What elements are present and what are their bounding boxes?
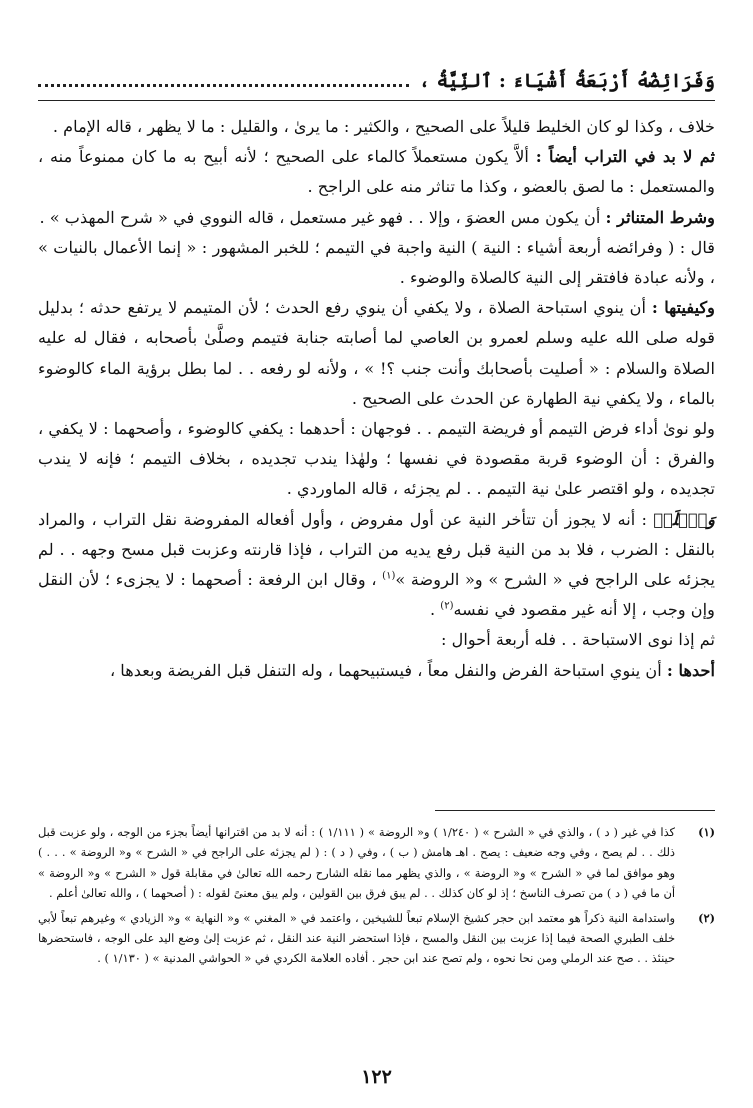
paragraph-5 — [38, 293, 715, 414]
paragraph-3 — [38, 203, 715, 233]
paragraph-2-text: ألاَّ يكون مستعملاً كالماء على الصحيح ؛ لأنه أبيح به ما كان ممنوعاً منه ، والمستعمل : ما لصق بالعضو ، وكذا ما تناثر منه على الراجح . — [38, 147, 715, 197]
paragraph-6 — [38, 414, 715, 505]
footnote-1-number: (١) — [698, 825, 715, 839]
header-title: وَفَرَائِضُهُ أَرْبَعَةُ أَشْيَاءَ : ٱلنِّيَّةُ ، — [418, 70, 715, 92]
paragraph-1 — [38, 112, 715, 142]
paragraph-9-text: أن ينوي استباحة الفرض والنفل معاً ، فيستبيحهما ، وله التنفل قبل الفريضة وبعدها ، — [109, 660, 667, 680]
paragraph-8 — [38, 625, 715, 655]
paragraph-2 — [38, 142, 715, 202]
paragraph-9-heading: أحدها : — [666, 660, 715, 680]
paragraph-6-text: ولو نوىٰ أداء فرض التيمم أو فريضة التيمم . . فوجهان : أحدهما : يكفي كالوضوء ، وأصحهما : لا يكفي ، والفرق : أن الوضوء قربة مقصودة في نفسها ؛ ولهٰذا يندب تجديده ، بخلاف التيمم ؛ فإنه لا يندب تجديده ، ولو اقتصر علىٰ نية التيمم . . لم يجزئه ، قاله الماوردي . — [38, 419, 715, 499]
header-rule — [38, 100, 715, 101]
paragraph-5-text: أن ينوي استباحة الصلاة ، ولا يكفي أن ينوي رفع الحدث ؛ لأن المتيمم لا يرتفع حدثه ؛ بدليل قوله صلى الله عليه وسلم لعمرو بن العاصي لما أصابته جنابة فتيمم وصلَّىٰ بأصحابه ، فقال له عليه الصلاة والسلام : « أصليت بأصحابك وأنت جنب ؟! » ، ولأنه لو رفعه . . لما بطل برؤية الماء كالوضوء بالماء ، ولا يكفي نية الطهارة عن الحدث على الصحيح . — [38, 298, 715, 408]
running-header — [38, 70, 715, 92]
header-dotted-leader — [38, 84, 409, 87]
footnote-2 — [38, 908, 715, 969]
paragraph-3-text: أن يكون مس العضوَ ، وإلا . . فهو غير مستعمل ، قاله النووي في « شرح المهذب » . — [39, 207, 606, 227]
paragraph-7-text-3: . — [430, 600, 441, 620]
footnote-1-text: كذا في غير ( د ) ، والذي في « الشرح » ( ١/٢٤٠ ) و« الروضة » ( ١/١١١ ) : أنه لا بد من اقترانها أيضاً بجزء من الوجه ، ولو عزبت قبل ذلك . . لم يصح ، وفي وجه ضعيف : يصح . اهـ هامش ( ب ) ، وفي ( د ) : ( لم يجزئه على الراجح في « الشرح » و« الروضة » . . . ) وهو موافق لما في « الشرح » و« الروضة » ، والذي يظهر مما نقله الشارح رحمه الله تعالىٰ في مقابلة قول « الشرح » و« الروضة » أن ما في ( د ) من تصرف الناسخ ؛ إذ لو كان كذلك . . لم يبق فرق بين القولين ، ولم يبق معنىً لقوله : ( أصحهما ) ، والله تعالىٰ أعلم . — [38, 825, 675, 901]
paragraph-9 — [38, 656, 715, 686]
paragraph-5-heading: وكيفيتها : — [651, 298, 716, 318]
paragraph-7-text-2: ، وقال ابن الرفعة : أصحهما : لا يجزىء ؛ لأن النقل وإن وجب ، إلا أنه غير مقصود في نفسه — [38, 570, 715, 620]
paragraph-7-marker: وَٱعۡلَمۡ — [653, 509, 715, 529]
footnote-ref-1[interactable]: (١) — [382, 570, 396, 582]
paragraph-3-heading: وشرط المتناثر : — [605, 207, 715, 227]
paragraph-8-text: ثم إذا نوى الاستباحة . . فله أربعة أحوال : — [441, 630, 715, 650]
paragraph-4-text: قال : ( وفرائضه أربعة أشياء : النية ) النية واجبة في التيمم ؛ للخبر المشهور : « إنما الأعمال بالنيات » ، ولأنه عبادة فافتقر إلى النية كالصلاة والوضوء . — [38, 237, 715, 288]
paragraph-4 — [38, 233, 715, 293]
footnote-ref-2[interactable]: (٢) — [440, 600, 454, 612]
page-number: ١٢٢ — [361, 1066, 392, 1088]
footnote-1 — [38, 822, 715, 904]
paragraph-1-text: خلاف ، وكذا لو كان الخليط قليلاً على الصحيح ، والكثير : ما يرىٰ ، والقليل : ما لا يظهر ، قاله الإمام . — [52, 117, 715, 136]
footnote-2-number: (٢) — [698, 910, 715, 925]
paragraph-7-text: : أنه لا يجوز أن تتأخر النية عن أول مفروض ، وأول أفعاله المفروضة نقل التراب ، والمراد بالنقل : الضرب ، فلا بد من النية قبل رفع يديه من التراب ، فإذا قارنته وعزبت قبل مسح وجهه . . لم يجزئه على الراجح في « الشرح » و« الروضة » — [38, 509, 715, 590]
footnotes — [38, 822, 715, 973]
footnote-2-text: واستدامة النية ذكراً هو معتمد ابن حجر كشيخ الإسلام تبعاً للشيخين ، واعتمد في « المغني » و« النهاية » و« الزيادي » وغيرهم تبعاً لأبي خلف الطبري الصحة فيما إذا عزبت بين النقل والمسح ، فإذا استحضر النية عند النقل ، ثم عزبت إلىٰ وضع اليد على الوجه ، فاستحضرها حينئذ . . صح عند الرملي ومن نحا نحوه ، ولم تصح عند ابن حجر . أفاده العلامة الكردي في « الحواشي المدنية » ( ١/١٣٠ ) . — [38, 910, 675, 966]
paragraph-2-heading: ثم لا بد في التراب أيضاً : — [535, 147, 715, 167]
footnote-separator — [435, 810, 715, 811]
main-text — [38, 112, 715, 686]
paragraph-7 — [38, 505, 715, 626]
